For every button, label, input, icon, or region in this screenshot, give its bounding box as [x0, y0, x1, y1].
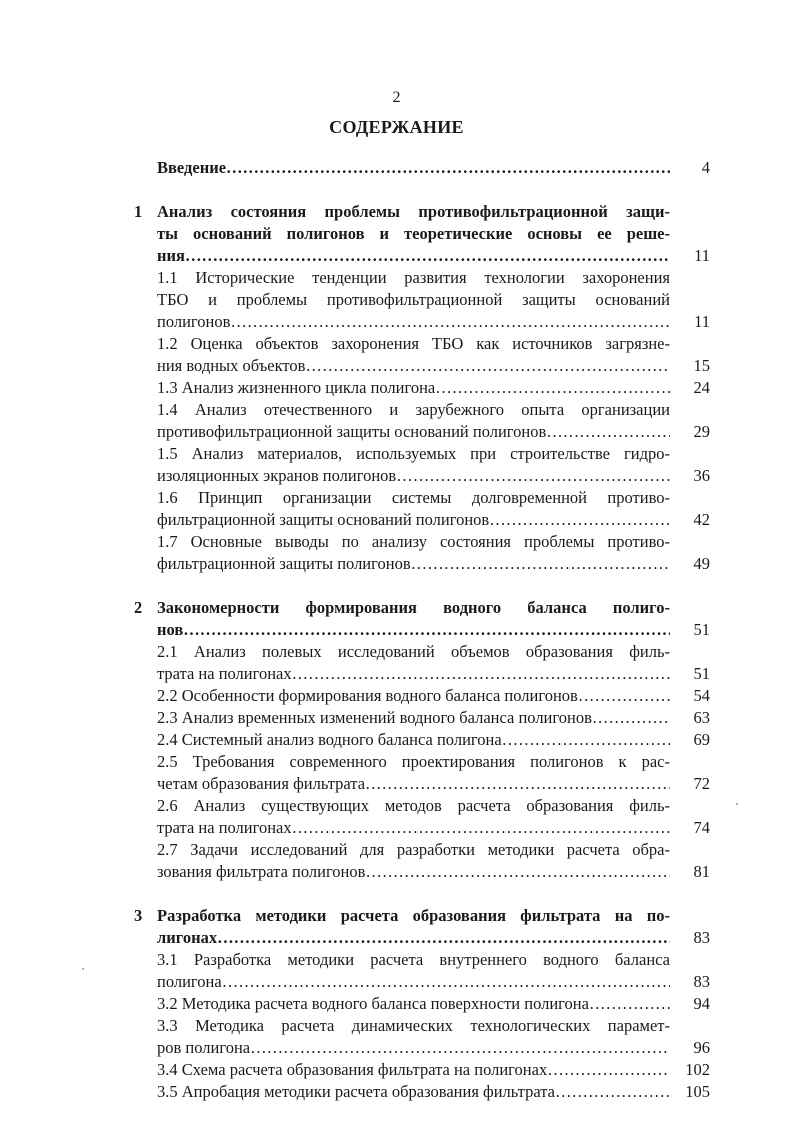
toc-entry-line: ров полигона [157, 1038, 251, 1057]
toc-page-number: 15 [693, 356, 710, 375]
toc-entry-line: 2.4 Системный анализ водного баланса полигона [157, 730, 502, 749]
dot-leader [578, 685, 670, 707]
toc-page-number: 83 [693, 972, 710, 991]
toc-entry-line: 3.1 Разработка методики расчета внутреннего водного баланса [157, 950, 670, 969]
scan-speck [82, 968, 84, 970]
toc-page-number: 11 [694, 312, 710, 331]
toc-page-number: 29 [693, 422, 710, 441]
toc-entry-line: зования фильтрата полигонов [157, 862, 366, 881]
section-title-line: ния [157, 246, 185, 265]
toc-entry-line: трата на полигонах [157, 818, 292, 837]
toc-page-number: 96 [693, 1038, 710, 1057]
section-number: 1 [134, 202, 143, 221]
dot-leader [183, 619, 670, 641]
toc-page-number: 11 [694, 246, 710, 265]
toc-page-number: 24 [693, 378, 710, 397]
toc-entry-line: 2.1 Анализ полевых исследований объемов образования филь- [157, 642, 670, 661]
dot-leader [396, 465, 670, 487]
toc-page-number: 72 [693, 774, 710, 793]
section-title-line: лигонах [157, 928, 218, 947]
toc-entry-line: 2.3 Анализ временных изменений водного баланса полигонов [157, 708, 592, 727]
toc-entry-line: 3.5 Апробация методики расчета образования фильтрата [157, 1082, 555, 1101]
toc-entry-line: фильтрационной защиты оснований полигонов [157, 510, 490, 529]
dot-leader [365, 861, 670, 883]
section-title-line: Анализ состояния проблемы противофильтрационной защи- [157, 202, 670, 221]
toc-entry-line: 1.5 Анализ материалов, используемых при строительстве гидро- [157, 444, 670, 463]
section-title-line: Закономерности формирования водного баланса полиго- [157, 598, 670, 617]
toc-entry-line: 3.3 Методика расчета динамических технологических парамет- [157, 1016, 670, 1035]
toc-entry-line: 2.7 Задачи исследований для разработки методики расчета обра- [157, 840, 670, 859]
dot-leader [250, 1037, 670, 1059]
toc-page-number: 69 [693, 730, 710, 749]
section-title-line: Разработка методики расчета образования фильтрата на по- [157, 906, 670, 925]
dot-leader [411, 553, 670, 575]
toc-entry-line: 2.6 Анализ существующих методов расчета образования филь- [157, 796, 670, 815]
toc-entry-line: 1.2 Оценка объектов захоронения ТБО как источников загрязне- [157, 334, 670, 353]
page-number: 2 [392, 89, 401, 106]
toc-page-number: 81 [693, 862, 710, 881]
toc-page-number: 102 [685, 1060, 710, 1079]
toc-page-number: 36 [693, 466, 710, 485]
section-title-line: нов [157, 620, 184, 639]
toc-entry-line: 1.4 Анализ отечественного и зарубежного опыта организации [157, 400, 670, 419]
toc-entry-line: противофильтрационной защиты оснований полигонов [157, 422, 547, 441]
toc-entry-line: изоляционных экранов полигонов [157, 466, 397, 485]
toc-page-number: 4 [701, 158, 710, 177]
toc-entry-line: ТБО и проблемы противофильтрационной защиты оснований [157, 290, 670, 309]
dot-leader [230, 311, 670, 333]
toc-entry-line: 3.2 Методика расчета водного баланса поверхности полигона [157, 994, 589, 1013]
dot-leader [292, 663, 670, 685]
toc-entry-line: 2.5 Требования современного проектирования полигонов к рас- [157, 752, 670, 771]
toc-page-number: 42 [693, 510, 710, 529]
scan-speck [736, 803, 738, 805]
toc-entry-line: ния водных объектов [157, 356, 306, 375]
toc-entry-line: фильтрационной защиты полигонов [157, 554, 411, 573]
toc-page-number: 63 [693, 708, 710, 727]
toc-page-number: 54 [693, 686, 710, 705]
dot-leader [489, 509, 670, 531]
toc-entry-line: 1.3 Анализ жизненного цикла полигона [157, 378, 436, 397]
toc-entry-line: 3.4 Схема расчета образования фильтрата на полигонах [157, 1060, 548, 1079]
toc-page-number: 51 [693, 620, 710, 639]
toc-page-number: 105 [685, 1082, 710, 1101]
toc-entry-line: трата на полигонах [157, 664, 292, 683]
toc-page-number: 51 [693, 664, 710, 683]
dot-leader [222, 971, 670, 993]
toc-page-number: 83 [693, 928, 710, 947]
dot-leader [365, 773, 670, 795]
toc-entry-line: 1.7 Основные выводы по анализу состояния проблемы противо- [157, 532, 670, 551]
section-number: 3 [134, 906, 143, 925]
dot-leader [546, 421, 670, 443]
page-title: СОДЕРЖАНИЕ [329, 117, 464, 137]
toc-entry-line: 1.6 Принцип организации системы долговременной противо- [157, 488, 670, 507]
dot-leader [217, 927, 670, 949]
section-title-line: ты оснований полигонов и теоретические основы ее реше- [157, 224, 670, 243]
dot-leader [502, 729, 670, 751]
toc-page-number: 74 [693, 818, 710, 837]
toc-entry-line: четам образования фильтрата [157, 774, 366, 793]
dot-leader [589, 993, 670, 1015]
dot-leader [305, 355, 670, 377]
toc-page-number: 94 [693, 994, 710, 1013]
dot-leader [226, 157, 670, 179]
toc-entry-line: полигонов [157, 312, 231, 331]
toc-entry-line: полигона [157, 972, 222, 991]
toc-entry-label: Введение [157, 158, 227, 177]
dot-leader [547, 1059, 670, 1081]
dot-leader [435, 377, 670, 399]
toc-entry-line: 1.1 Исторические тенденции развития технологии захоронения [157, 268, 670, 287]
section-number: 2 [134, 598, 143, 617]
dot-leader [292, 817, 670, 839]
dot-leader [592, 707, 670, 729]
toc-entry-line: 2.2 Особенности формирования водного баланса полигонов [157, 686, 578, 705]
toc-page-number: 49 [693, 554, 710, 573]
dot-leader [555, 1081, 670, 1103]
dot-leader [185, 245, 670, 267]
